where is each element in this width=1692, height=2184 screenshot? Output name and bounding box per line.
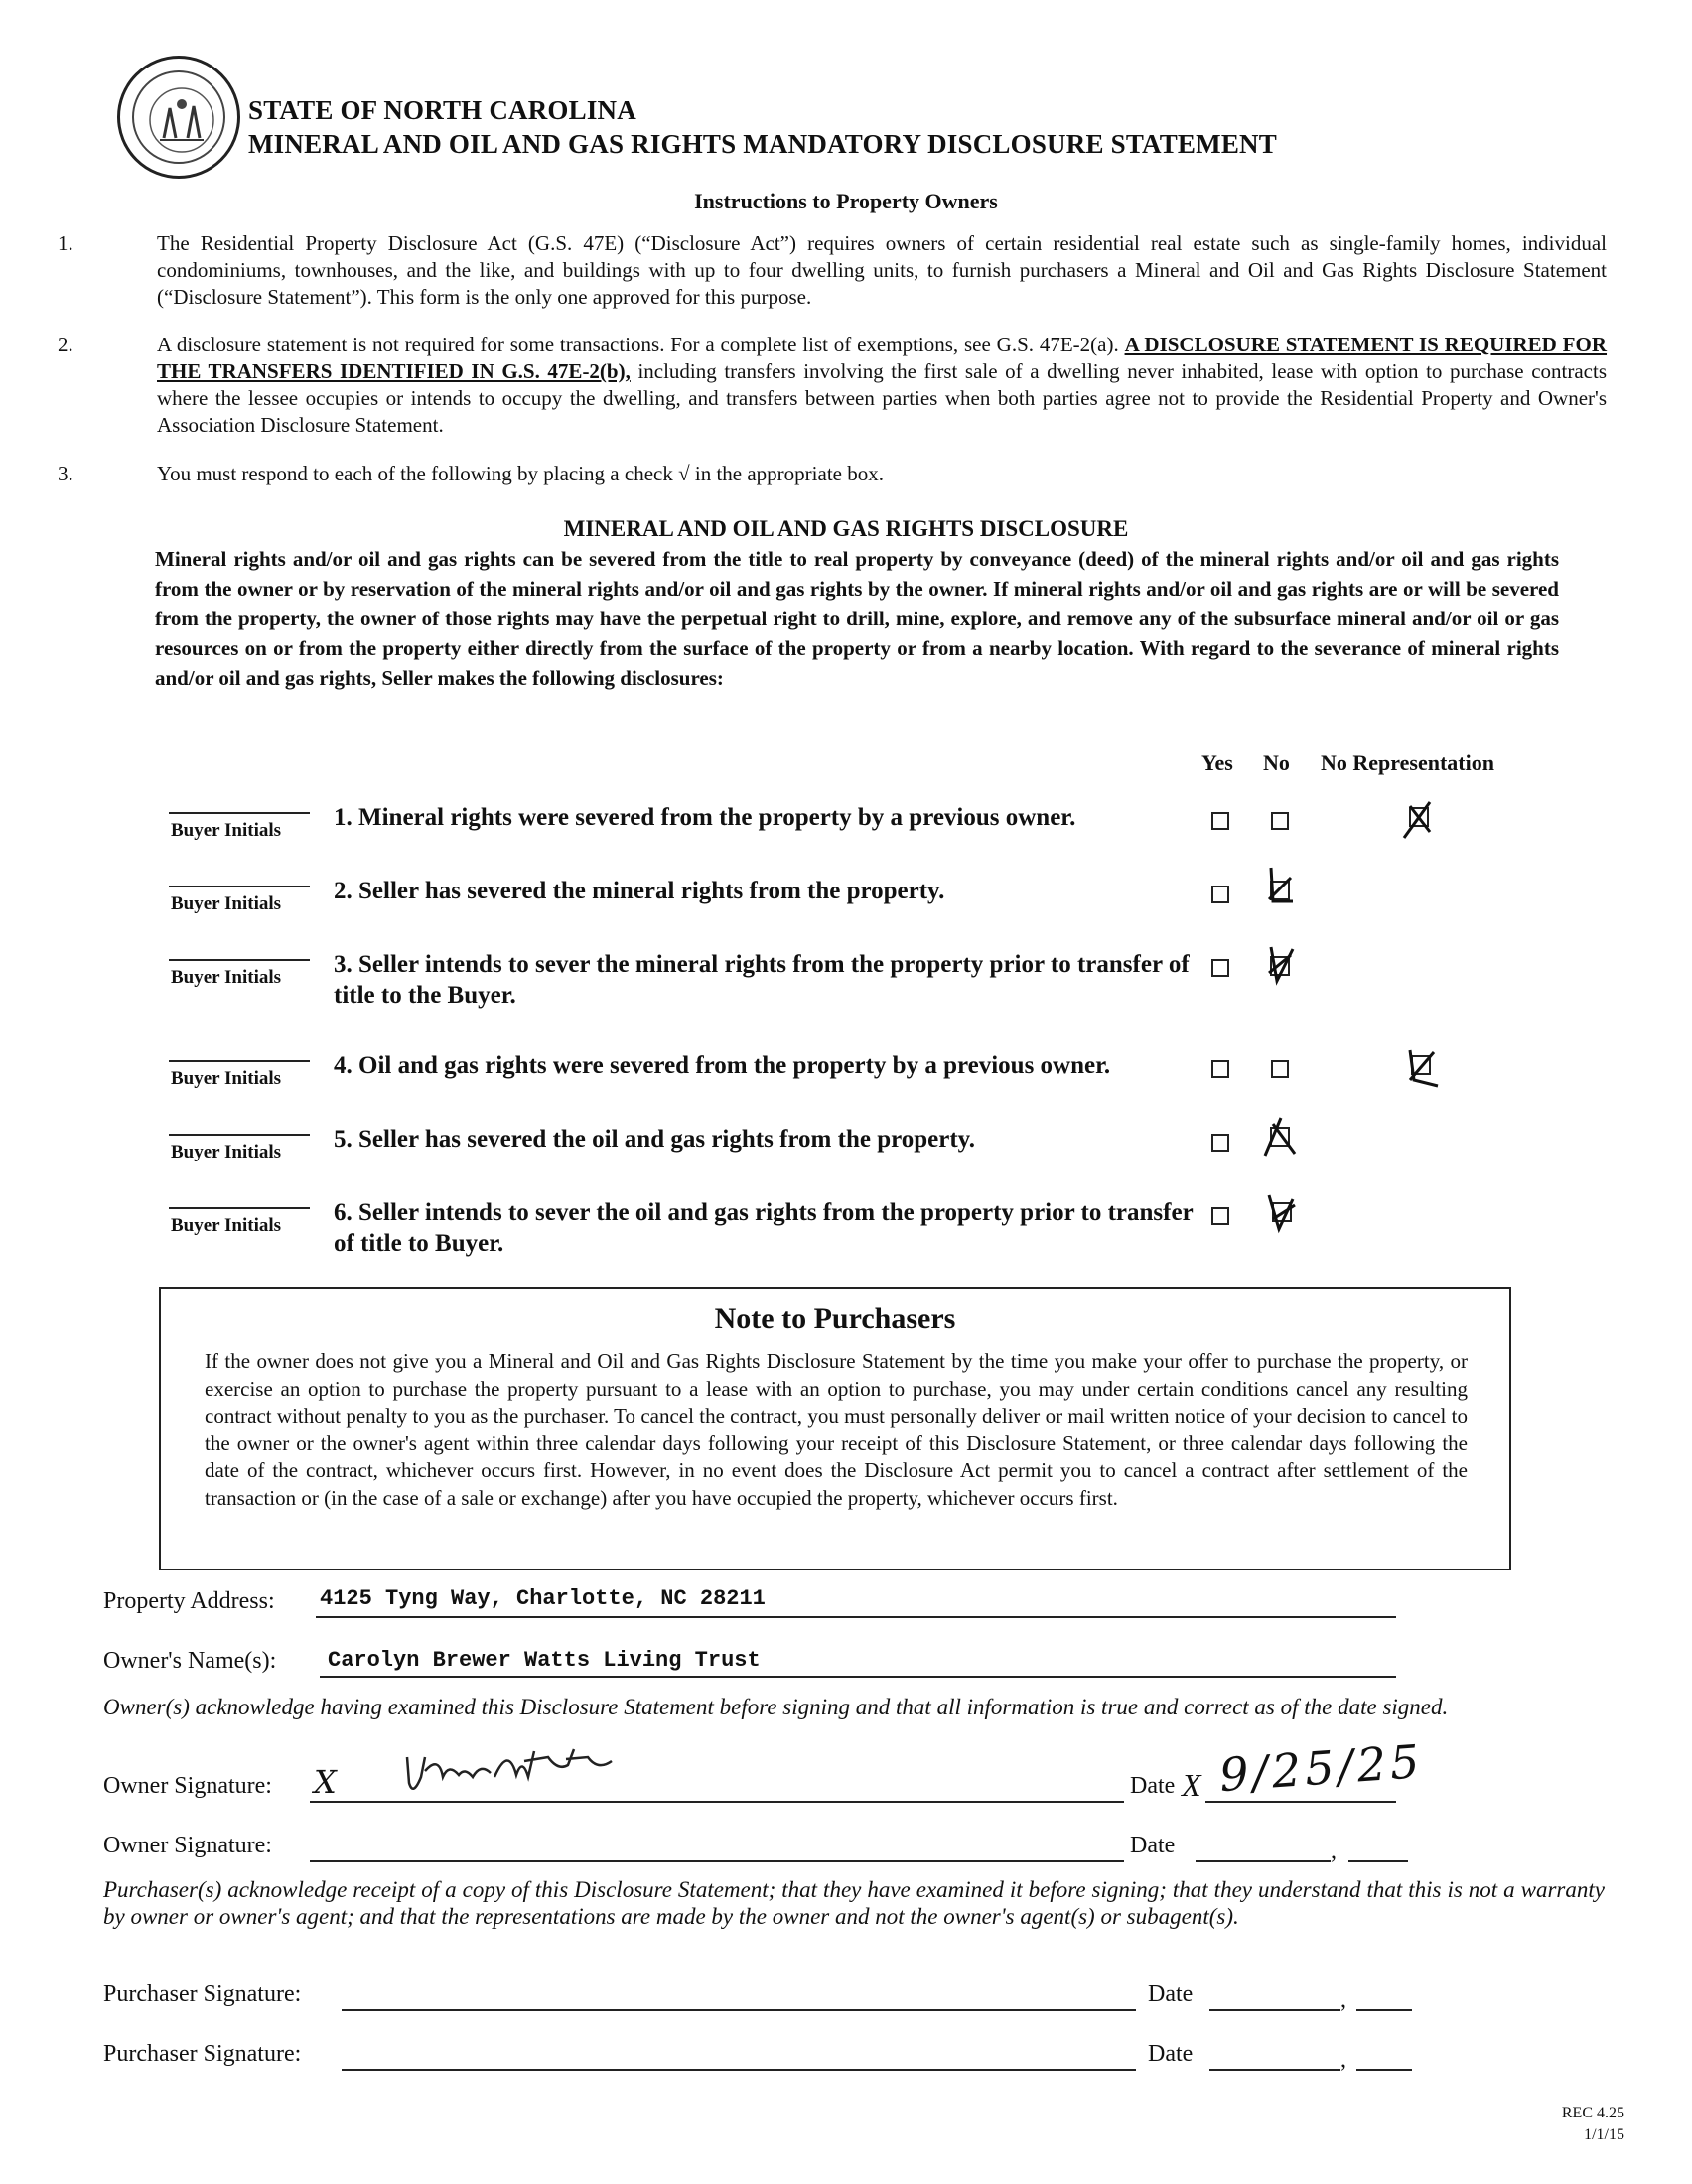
property-address-field[interactable]: 4125 Tyng Way, Charlotte, NC 28211 xyxy=(320,1586,766,1611)
purchaser-acknowledgment: Purchaser(s) acknowledge receipt of a copy of this Disclosure Statement; that they have examined it before signing; that they understand that this is not a warranty by owner or owner's agent; and that the representations are made by the owner and not the owner's agent(s) or subagent(s). xyxy=(103,1877,1605,1929)
property-address-label: Property Address: xyxy=(103,1588,275,1614)
question-text: 2. Seller has severed the mineral rights from the property. xyxy=(334,878,945,904)
state-heading: STATE OF NORTH CAROLINA xyxy=(248,95,636,125)
purchaser-signature-label: Purchaser Signature: xyxy=(103,1981,302,2007)
date-label-3: Date xyxy=(1148,1981,1194,2007)
note-title: Note to Purchasers xyxy=(714,1302,956,1335)
seal-emblem-icon xyxy=(120,59,243,182)
buyer-initials-label: Buyer Initials xyxy=(171,820,282,841)
question-text: 4. Oil and gas rights were severed from the property by a previous owner. xyxy=(334,1052,1111,1079)
owner-date-line xyxy=(1205,1801,1396,1803)
buyer-initials-line[interactable] xyxy=(169,1134,310,1136)
required-notice: A DISCLOSURE STATEMENT IS REQUIRED FOR THE TRANSFERS IDENTIFIED IN G.S. 47E-2(b), xyxy=(157,333,1608,383)
check-mark-no[interactable] xyxy=(1265,943,1307,987)
date-line-4a[interactable] xyxy=(1209,2069,1340,2071)
buyer-initials-label: Buyer Initials xyxy=(171,1142,282,1162)
question-text: 3. Seller intends to sever the mineral rights from the property prior to transfer of title to the Buyer. xyxy=(334,951,1190,1009)
buyer-initials-line[interactable] xyxy=(169,886,310,887)
owner-names-label: Owner's Name(s): xyxy=(103,1648,277,1674)
buyer-initials-label: Buyer Initials xyxy=(171,967,282,988)
instructions-heading: Instructions to Property Owners xyxy=(694,189,998,213)
date-comma: , xyxy=(1331,1839,1337,1864)
check-mark-no[interactable] xyxy=(1261,1116,1303,1160)
check-mark-no[interactable] xyxy=(1265,1191,1307,1235)
item-text-cont: including transfers involving the first sale of a dwelling never inhabited, lease with option to purchase contracts where the lessee occupies or intends to occupy the dwelling, and transfers between parties when both parties agree not to provide the Residential Property and Owner's Association Disclosure Statement. xyxy=(157,359,1608,437)
form-title: MINERAL AND OIL AND GAS RIGHTS MANDATORY DISCLOSURE STATEMENT xyxy=(248,129,1277,159)
owner-signature-label: Owner Signature: xyxy=(103,1773,272,1799)
purchaser-signature-line[interactable] xyxy=(342,2009,1136,2011)
owner-names-line xyxy=(320,1676,1396,1678)
owner-signature-label-2: Owner Signature: xyxy=(103,1833,272,1858)
owner-names-field[interactable]: Carolyn Brewer Watts Living Trust xyxy=(328,1648,761,1673)
date-label-4: Date xyxy=(1148,2041,1194,2067)
item-number: 2. xyxy=(58,333,73,356)
check-mark-no[interactable] xyxy=(1265,866,1307,909)
check-mark-no-representation[interactable] xyxy=(1400,798,1442,842)
purchaser-signature-label-2: Purchaser Signature: xyxy=(103,2041,302,2067)
item-number: 3. xyxy=(58,462,73,485)
purchaser-signature-line-2[interactable] xyxy=(342,2069,1136,2071)
no-checkbox[interactable] xyxy=(1271,1060,1289,1078)
item-text: A disclosure statement is not required for some transactions. For a complete list of exemptions, see G.S. 47E-2(a). xyxy=(157,333,1119,356)
yes-checkbox[interactable] xyxy=(1211,1060,1229,1078)
buyer-initials-line[interactable] xyxy=(169,1060,310,1062)
yes-checkbox[interactable] xyxy=(1211,1207,1229,1225)
note-body: If the owner does not give you a Mineral and Oil and Gas Rights Disclosure Statement by the time you make your offer to purchase the property, or exercise an option to purchase the property pursuant to a lease with an option to purchase, you may under certain conditions cancel any resulting contract without penalty to you as the purchaser. To cancel the contract, you must personally deliver or mail written notice of your decision to cancel to the owner or the owner's agent within three calendar days following your receipt of this Disclosure Statement, or three calendar days following the date of the contract, whichever occurs first. However, in no event does the Disclosure Act permit you to cancel a contract after settlement of the transaction or (in the case of a sale or exchange) after you have occupied the property, whichever occurs first. xyxy=(205,1349,1468,1510)
yes-checkbox[interactable] xyxy=(1211,959,1229,977)
date-line-2b[interactable] xyxy=(1348,1860,1408,1862)
instruction-item-3 xyxy=(58,461,1607,487)
buyer-initials-line[interactable] xyxy=(169,1207,310,1209)
form-revision-date: 1/1/15 xyxy=(1584,2126,1624,2143)
date-comma-3: , xyxy=(1340,1987,1346,2013)
buyer-initials-line[interactable] xyxy=(169,959,310,961)
instruction-item-1 xyxy=(58,230,1607,311)
buyer-initials-label: Buyer Initials xyxy=(171,893,282,914)
note-to-purchasers-box xyxy=(159,1287,1511,1570)
sign-here-mark: X xyxy=(314,1763,337,1801)
owner-acknowledgment: Owner(s) acknowledge having examined this Disclosure Statement before signing and that all information is true and correct as of the date signed. xyxy=(103,1695,1449,1719)
question-text: 1. Mineral rights were severed from the property by a previous owner. xyxy=(334,804,1076,831)
owner-signature-line-2[interactable] xyxy=(310,1860,1124,1862)
column-no-representation: No Representation xyxy=(1321,751,1494,775)
question-text: 6. Seller intends to sever the oil and gas rights from the property prior to transfer of title to Buyer. xyxy=(334,1199,1194,1257)
column-yes: Yes xyxy=(1201,751,1233,775)
no-checkbox[interactable] xyxy=(1271,812,1289,830)
property-address-line xyxy=(316,1616,1396,1618)
item-text: The Residential Property Disclosure Act (G.S. 47E) (“Disclosure Act”) requires owners of certain residential real estate such as single-family homes, individual condominiums, townhouses, and the like, and buildings with up to four dwelling units, to furnish purchasers a Mineral and Oil and Gas Rights Disclosure Statement (“Disclosure Statement”). This form is the only one approved for this purpose. xyxy=(157,231,1607,309)
disclosure-body: Mineral rights and/or oil and gas rights can be severed from the title to real property by conveyance (deed) of the mineral rights and/or oil and gas rights from the owner or by reservation of the mineral rights and/or oil and gas rights by the owner. If mineral rights and/or oil and gas rights are or will be severed from the property, the owner of those rights may have the perpetual right to drill, mine, explore, and remove any of the subsurface mineral and/or oil or gas resources on or from the property either directly from the surface of the property or from a nearby location. With regard to the severance of mineral rights and/or oil and gas rights, Seller makes the following disclosures: xyxy=(155,547,1559,690)
form-code: REC 4.25 xyxy=(1561,2105,1624,2121)
date-line-3a[interactable] xyxy=(1209,2009,1340,2011)
disclosure-heading: MINERAL AND OIL AND GAS RIGHTS DISCLOSURE xyxy=(563,516,1129,541)
date-line-3b[interactable] xyxy=(1356,2009,1412,2011)
date-comma-4: , xyxy=(1340,2047,1346,2073)
owner-date-handwritten[interactable]: 9/25/25 xyxy=(1217,1733,1425,1803)
date-line-4b[interactable] xyxy=(1356,2069,1412,2071)
commission-seal xyxy=(117,56,240,179)
yes-checkbox[interactable] xyxy=(1211,812,1229,830)
item-number: 1. xyxy=(58,231,73,255)
date-label: Date xyxy=(1130,1773,1176,1799)
buyer-initials-label: Buyer Initials xyxy=(171,1215,282,1236)
yes-checkbox[interactable] xyxy=(1211,1134,1229,1152)
item-text: You must respond to each of the following by placing a check √ in the appropriate box. xyxy=(157,462,884,485)
check-mark-no-representation[interactable] xyxy=(1404,1046,1446,1090)
instruction-item-2 xyxy=(58,332,1607,439)
buyer-initials-line[interactable] xyxy=(169,812,310,814)
date-label-2: Date xyxy=(1130,1833,1176,1858)
date-mark: X xyxy=(1182,1767,1201,1803)
owner-signature-image[interactable] xyxy=(399,1737,628,1807)
column-no: No xyxy=(1263,751,1290,775)
date-line-2a[interactable] xyxy=(1196,1860,1331,1862)
buyer-initials-label: Buyer Initials xyxy=(171,1068,282,1089)
question-text: 5. Seller has severed the oil and gas rights from the property. xyxy=(334,1126,976,1153)
yes-checkbox[interactable] xyxy=(1211,886,1229,903)
